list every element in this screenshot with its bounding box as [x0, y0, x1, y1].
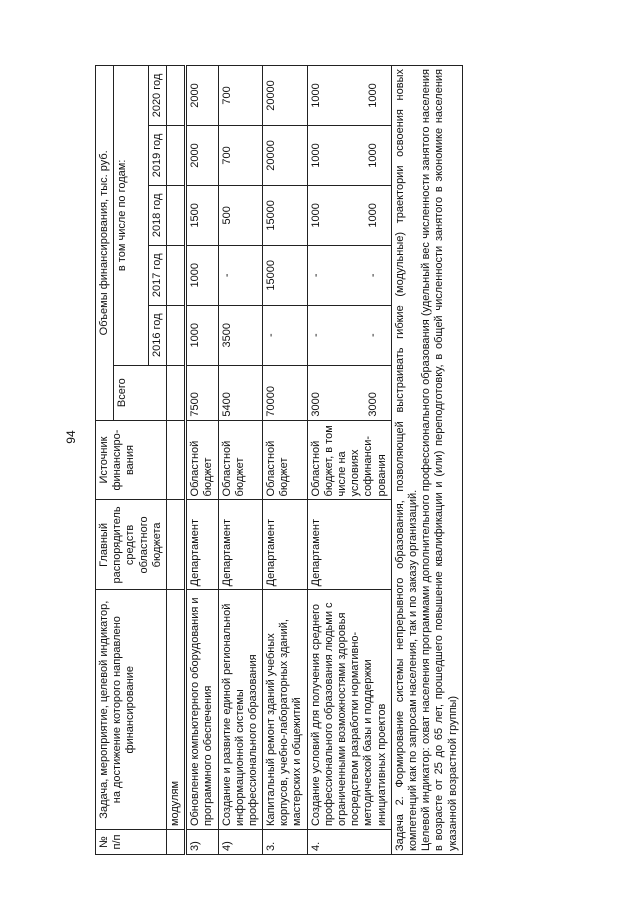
header-year-2018: 2018 год [148, 185, 166, 245]
row-manager: Департамент [263, 500, 308, 590]
row-manager: Департамент [307, 500, 391, 590]
rotated-content [95, 45, 595, 855]
row-manager: Департамент [186, 500, 218, 590]
row-task: Создание условий для получения среднего профессионального образования людьми с ограниченными возможностями здоровья посредством разработки нормативно-методической базы и поддержки инициативных проектов [307, 590, 391, 830]
table-row [307, 66, 391, 855]
footer-task: Задача 2. Формирование системы непрерывного образования, позволяющей выстраивать гибкие (модульные) траектории освоения новых компетенций как по запросам населения, так и по заказу организаций. [393, 69, 419, 851]
row-2017: - [218, 245, 263, 305]
row-2019: 700 [218, 125, 263, 185]
footer-task-block [392, 65, 463, 855]
header-year-2016: 2016 год [148, 305, 166, 365]
table-row [186, 66, 218, 855]
footer-indicator: Целевой индикатор: охват населения программами дополнительного профессионального образования (удельный вес численности занятого населения в возрасте от 25 до 65 лет, прошедшего повышение квалификации и (или) переподготовку, в общей численности занятого в экономике населения указанной возрастной группы) [420, 69, 459, 851]
row-2018: 500 [218, 185, 263, 245]
header-by-years: в том числе по годам: [114, 66, 149, 366]
header-row-1 [96, 66, 114, 855]
row-2017: 15000 [263, 245, 308, 305]
row-2018: 1000 1000 [307, 185, 391, 245]
header-volumes: Объемы финансирования, тыс. руб. [96, 66, 114, 421]
row-2016: 1000 [186, 305, 218, 365]
row-total-a: 3000 [309, 392, 322, 417]
row-total [307, 365, 391, 420]
row-total: 7500 [186, 365, 218, 420]
financing-table [95, 65, 392, 855]
row-total: 70000 [263, 365, 308, 420]
row-2019: 1000 1000 [307, 125, 391, 185]
page-number: 94 [64, 430, 78, 444]
row-manager: Департамент [218, 500, 263, 590]
header-total: Всего [114, 365, 167, 420]
row-source: Областной бюджет [218, 420, 263, 500]
modules-label: модулям [166, 590, 185, 830]
row-num: 3) [186, 830, 218, 855]
row-2018: 15000 [263, 185, 308, 245]
row-2019: 20000 [263, 125, 308, 185]
table-row [263, 66, 308, 855]
row-task: Капитальный ремонт зданий учебных корпусов, учебно-лабораторных зданий, мастерских и общежитий [263, 590, 308, 830]
header-year-2019: 2019 год [148, 125, 166, 185]
row-source: Областной бюджет [186, 420, 218, 500]
row-2016: - - [307, 305, 391, 365]
modules-row [166, 66, 185, 855]
header-year-2020: 2020 год [148, 66, 166, 126]
row-2017: 1000 [186, 245, 218, 305]
row-2016: 3500 [218, 305, 263, 365]
row-2020: 2000 [186, 66, 218, 126]
row-2019: 2000 [186, 125, 218, 185]
row-2020: 20000 [263, 66, 308, 126]
row-2020: 700 [218, 66, 263, 126]
row-2018: 1500 [186, 185, 218, 245]
table-row [218, 66, 263, 855]
row-2017: - - [307, 245, 391, 305]
header-year-2017: 2017 год [148, 245, 166, 305]
row-2016: - [263, 305, 308, 365]
row-total-b: 3000 [366, 392, 379, 417]
header-task: Задача, мероприятие, целевой индикатор, на достижение которого направлено финансирование [96, 590, 167, 830]
header-manager: Главный распорядитель средств областного бюджета [96, 500, 167, 590]
row-total: 5400 [218, 365, 263, 420]
header-num: № п/п [96, 830, 167, 855]
row-task: Обновление компьютерного оборудования и программного обеспечения [186, 590, 218, 830]
row-num: 3. [263, 830, 308, 855]
row-num: 4. [307, 830, 391, 855]
header-source: Источник финансиро-вания [96, 420, 167, 500]
row-2020: 1000 1000 [307, 66, 391, 126]
row-source: Областной бюджет, в том числе на условиях софинанси-рования [307, 420, 391, 500]
row-task: Создание и развитие единой региональной информационной системы профессионального образования [218, 590, 263, 830]
row-source: Областной бюджет [263, 420, 308, 500]
row-num: 4) [218, 830, 263, 855]
